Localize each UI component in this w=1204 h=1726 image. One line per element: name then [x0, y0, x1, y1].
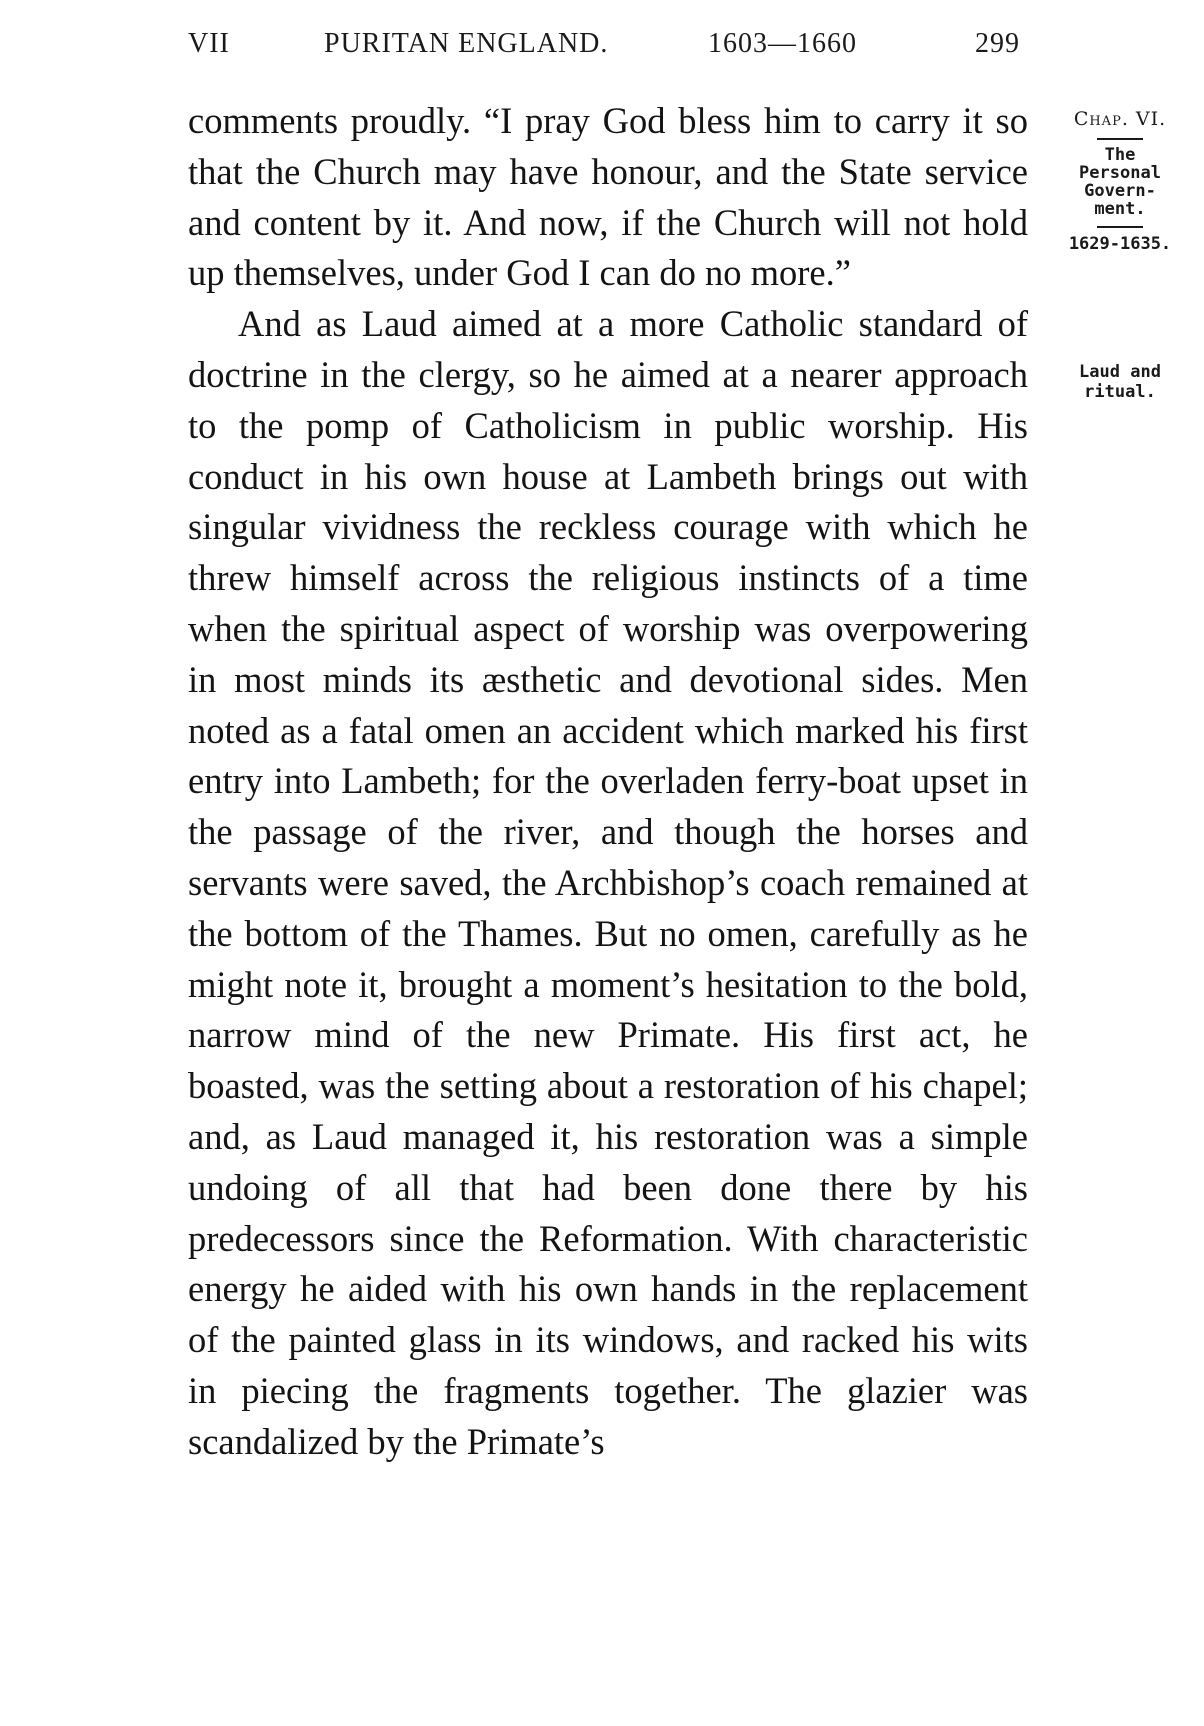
margin-notes: [1050, 108, 1190, 254]
chapter-label: Chap. VI.: [1073, 108, 1167, 130]
chapter-number: VII: [188, 28, 230, 59]
page-number: 299: [975, 28, 1020, 59]
margin-rule-bottom: [1097, 226, 1143, 228]
running-head: [0, 28, 1204, 64]
paragraph-2: And as Laud aimed at a more Catholic standard of doctrine in the clergy, so he aimed at a nearer approach to the pomp of Catholicism in public worship. His conduct in his own house at Lambeth brings out with singular vividness the reckless courage with which he threw himself across the religious instincts of a time when the spiritual aspect of worship was overpowering in most minds its æsthetic and devotional sides. Men noted as a fatal omen an accident which marked his first entry into Lambeth; for the overladen ferry-boat upset in the passage of the river, and though the horses and servants were saved, the Archbishop’s coach remained at the bottom of the Thames. But no omen, carefully as he might note it, brought a moment’s hesitation to the bold, narrow mind of the new Primate. His first act, he boasted, was the setting about a restoration of his chapel; and, as Laud managed it, his restoration was a simple undoing of all that had been done there by his predecessors since the Reformation. With characteristic energy he aided with his own hands in the replacement of the painted glass in its windows, and racked his wits in piecing the fragments together. The glazier was scandalized by the Primate’s: [188, 303, 1028, 1462]
side-note-line: ritual.: [1084, 382, 1156, 402]
section-years: 1629-1635.: [1068, 234, 1172, 254]
margin-rule-top: [1097, 138, 1143, 140]
side-note-laud-ritual: [1050, 362, 1190, 402]
period-years: 1603—1660: [708, 28, 857, 59]
section-heading-line: Govern-: [1084, 181, 1156, 201]
section-heading-line: Personal: [1079, 163, 1161, 183]
paragraph-1: comments proudly. “I pray God bless him to carry it so that the Church may have honour, and the State service and content by it. And now, if the Church will not hold up themselves, under God I can do no more.”: [188, 100, 1028, 294]
section-heading: [1050, 146, 1190, 218]
body-text: [188, 96, 1028, 1468]
section-heading-line: The: [1104, 145, 1136, 165]
side-note-line: Laud and: [1079, 362, 1161, 382]
book-title: PURITAN ENGLAND.: [324, 28, 609, 59]
section-heading-line: ment.: [1094, 199, 1146, 219]
